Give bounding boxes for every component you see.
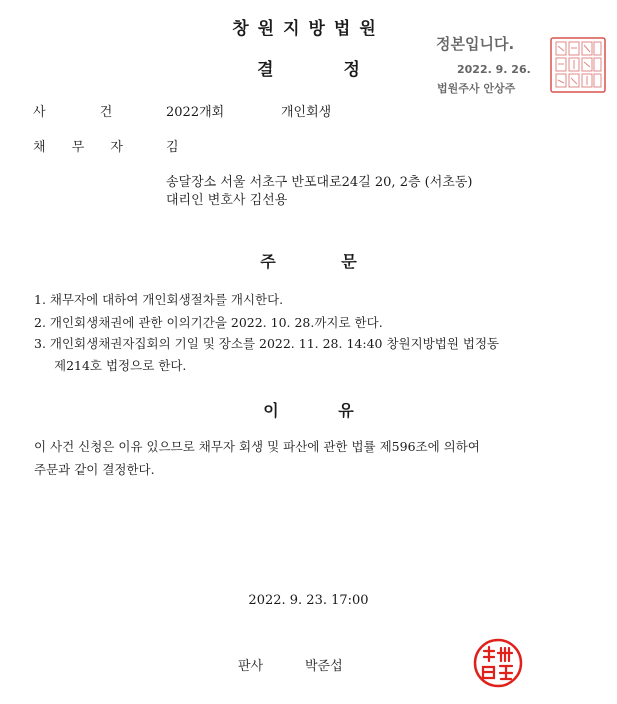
- debtor-label: 채 무 자: [33, 140, 123, 155]
- debtor-agent: 대리인 변호사 김선용: [166, 193, 288, 208]
- judge-name: 박준섭: [305, 659, 343, 674]
- case-label: 사 건: [33, 105, 113, 120]
- case-number: 2022개회: [166, 105, 225, 120]
- decision-date: 2022. 9. 23. 17:00: [248, 593, 369, 608]
- case-name: 개인회생: [281, 105, 332, 120]
- order-item: 1. 채무자에 대하여 개인회생절차를 개시한다.: [34, 292, 284, 307]
- debtor-name: 김: [166, 140, 179, 155]
- reason-heading: 이 유: [263, 401, 354, 420]
- judge-title: 판사: [238, 659, 264, 674]
- debtor-address: 송달장소 서울 서초구 반포대로24길 20, 2층 (서초동): [166, 175, 473, 190]
- certified-copy-label: 정본입니다.: [436, 35, 515, 53]
- document-type: 결 정: [257, 60, 360, 80]
- court-seal-icon: [549, 36, 607, 94]
- judge-seal-icon: [472, 637, 524, 689]
- reason-line: 주문과 같이 결정한다.: [34, 462, 155, 477]
- order-item: 2. 개인회생채권에 관한 이의기간을 2022. 10. 28.까지로 한다.: [34, 315, 383, 330]
- court-title: 창원지방법원: [232, 19, 385, 39]
- order-heading: 주 문: [260, 252, 357, 271]
- order-item-continuation: 제214호 법정으로 한다.: [54, 358, 187, 373]
- certified-copy-officer: 법원주사 안상주: [437, 82, 516, 95]
- reason-line: 이 사건 신청은 이유 있으므로 채무자 회생 및 파산에 관한 법률 제596조에 의하여: [34, 439, 480, 454]
- certified-copy-date: 2022. 9. 26.: [457, 63, 531, 76]
- order-item: 3. 개인회생채권자집회의 기일 및 장소를 2022. 11. 28. 14:40 창원지방법원 법정동: [34, 336, 500, 351]
